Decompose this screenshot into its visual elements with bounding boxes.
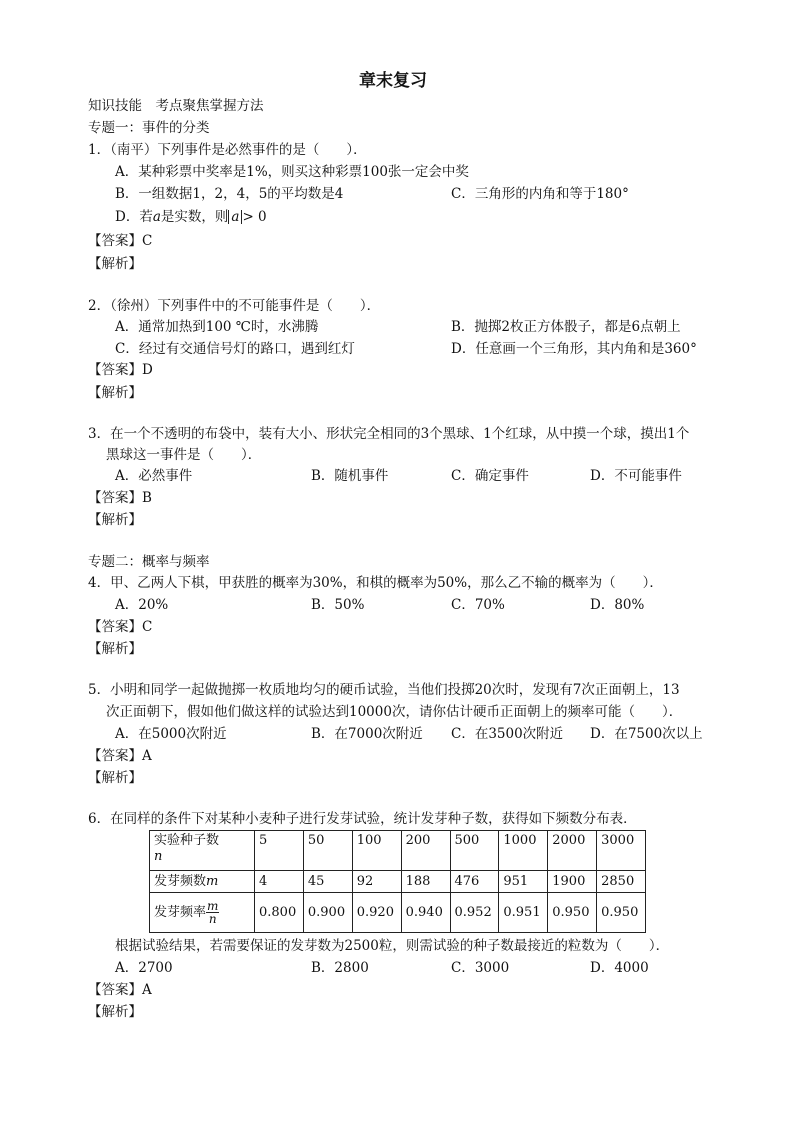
frequency-table (149, 830, 646, 933)
math-variable: a (152, 209, 161, 225)
option-a: A．2700 (115, 960, 173, 976)
table-cell: 2000 (548, 831, 597, 871)
math-variable: n (154, 849, 163, 864)
table-cell: 1000 (499, 831, 548, 871)
answer-value: B (142, 490, 152, 506)
question-stem-line-2: 黑球这一事件是（ ）． (106, 447, 262, 463)
answer-value: A (142, 982, 152, 998)
answer-value: C (142, 233, 153, 249)
answer-line (88, 981, 152, 999)
option-b: B．在7000次附近 (311, 726, 423, 742)
table-cell: 500 (450, 831, 499, 871)
answer-line (88, 747, 152, 765)
table-cell: 0.800 (255, 893, 304, 933)
table-row (150, 893, 646, 933)
analysis-label: 【解析】 (88, 385, 142, 401)
option-a: A．某种彩票中奖率是1%，则买这种彩票100张一定会中奖 (115, 164, 469, 180)
option-a: A．必然事件 (115, 468, 193, 484)
table-cell: 5 (255, 831, 304, 871)
table-cell: 1900 (548, 871, 597, 893)
table-cell: 951 (499, 871, 548, 893)
option-c: C．确定事件 (451, 468, 529, 484)
topic-heading-1: 专题一：事件的分类 (88, 120, 210, 136)
option-c: C．70% (451, 597, 505, 613)
question-stem-line-2: 根据试验结果，若需要保证的发芽数为2500粒，则需试验的种子数最接近的粒数为（ ）． (115, 938, 670, 954)
table-cell: 4 (255, 871, 304, 893)
answer-label: 【答案】 (88, 490, 142, 506)
option-a: A．20% (115, 597, 169, 613)
question-stem: 6．在同样的条件下对某种小麦种子进行发芽试验，统计发芽种子数，获得如下频数分布表． (88, 811, 637, 827)
row-header (150, 831, 255, 871)
option-d: D．不可能事件 (590, 468, 682, 484)
table-cell: 476 (450, 871, 499, 893)
option-c: C．3000 (451, 960, 510, 976)
option-d-suffix: > 0 (242, 209, 267, 225)
option-d-middle: 是实数，则 (160, 209, 229, 225)
option-c: C．经过有交通信号灯的路口，遇到红灯 (115, 341, 355, 357)
analysis-label: 【解析】 (88, 256, 142, 272)
table-cell: 0.950 (548, 893, 597, 933)
answer-label: 【答案】 (88, 619, 142, 635)
answer-label: 【答案】 (88, 233, 142, 249)
option-d-prefix: D．若 (115, 209, 153, 225)
question-stem-line-1: 5．小明和同学一起做抛掷一枚质地均匀的硬币试验，当他们投掷20次时，发现有7次正面朝上，13 (88, 682, 680, 698)
answer-value: D (142, 362, 153, 378)
table-cell: 100 (352, 831, 401, 871)
topic-heading-2: 专题二：概率与频率 (88, 554, 210, 570)
absolute-value: a (228, 210, 242, 224)
option-d: D．4000 (590, 960, 649, 976)
option-d: D．80% (590, 597, 645, 613)
page-title: 章末复习 (359, 71, 427, 91)
table-row (150, 871, 646, 893)
option-b: B．一组数据1，2，4，5的平均数是4 (115, 186, 344, 202)
row-header (150, 871, 255, 893)
option-a: A．通常加热到100 ℃时，水沸腾 (115, 319, 319, 335)
answer-label: 【答案】 (88, 982, 142, 998)
option-b: B．抛掷2枚正方体骰子，都是6点朝上 (451, 319, 681, 335)
answer-line (88, 489, 152, 507)
section-subtitle: 知识技能 考点聚焦掌握方法 (88, 98, 264, 114)
table-cell: 3000 (597, 831, 646, 871)
question-stem-line-1: 3．在一个不透明的布袋中，装有大小、形状完全相同的3个黑球、1个红球，从中摸一个球，摸出1个 (88, 426, 690, 442)
fraction-numerator: m (207, 899, 219, 913)
question-stem-line-2: 次正面朝下，假如他们做这样的试验达到10000次，请你估计硬币正面朝上的频率可能（ ）． (106, 704, 683, 720)
analysis-label: 【解析】 (88, 770, 142, 786)
table-cell: 45 (303, 871, 352, 893)
question-stem: 4．甲、乙两人下棋，甲获胜的概率为30%，和棋的概率为50%，那么乙不输的概率为（ ）． (88, 575, 663, 591)
option-c: C．在3500次附近 (451, 726, 564, 742)
analysis-label: 【解析】 (88, 512, 142, 528)
option-c: C．三角形的内角和等于180° (451, 186, 629, 202)
analysis-label: 【解析】 (88, 641, 142, 657)
table-row (150, 831, 646, 871)
fraction-denominator: n (208, 912, 217, 926)
table-cell: 92 (352, 871, 401, 893)
table-cell: 0.951 (499, 893, 548, 933)
option-b: B．随机事件 (311, 468, 389, 484)
table-cell: 0.952 (450, 893, 499, 933)
option-d (115, 208, 267, 226)
row-header-label: 发芽频率 (154, 905, 207, 920)
table-cell: 0.940 (401, 893, 450, 933)
row-header-label: 发芽频数 (154, 873, 207, 889)
table-cell: 2850 (597, 871, 646, 893)
answer-value: C (142, 619, 153, 635)
table-cell: 0.900 (303, 893, 352, 933)
table-cell: 50 (303, 831, 352, 871)
question-stem: 2．（徐州）下列事件中的不可能事件是（ ）． (88, 298, 381, 314)
option-d: D．在7500次以上 (590, 726, 703, 742)
table-cell: 188 (401, 871, 450, 893)
answer-line (88, 232, 152, 250)
answer-line (88, 361, 153, 379)
row-header (150, 893, 255, 933)
math-variable: m (206, 873, 219, 889)
answer-value: A (142, 748, 152, 764)
table-cell: 200 (401, 831, 450, 871)
fraction (206, 900, 219, 925)
answer-line (88, 618, 152, 636)
row-header-label: 实验种子数 (154, 833, 220, 848)
option-b: B．2800 (311, 960, 369, 976)
answer-label: 【答案】 (88, 748, 142, 764)
option-b: B．50% (311, 597, 365, 613)
option-d: D．任意画一个三角形，其内角和是360° (451, 341, 697, 357)
table-cell: 0.950 (597, 893, 646, 933)
table-cell: 0.920 (352, 893, 401, 933)
analysis-label: 【解析】 (88, 1004, 142, 1020)
option-a: A．在5000次附近 (115, 726, 227, 742)
question-stem: 1．（南平）下列事件是必然事件的是（ ）． (88, 142, 367, 158)
answer-label: 【答案】 (88, 362, 142, 378)
